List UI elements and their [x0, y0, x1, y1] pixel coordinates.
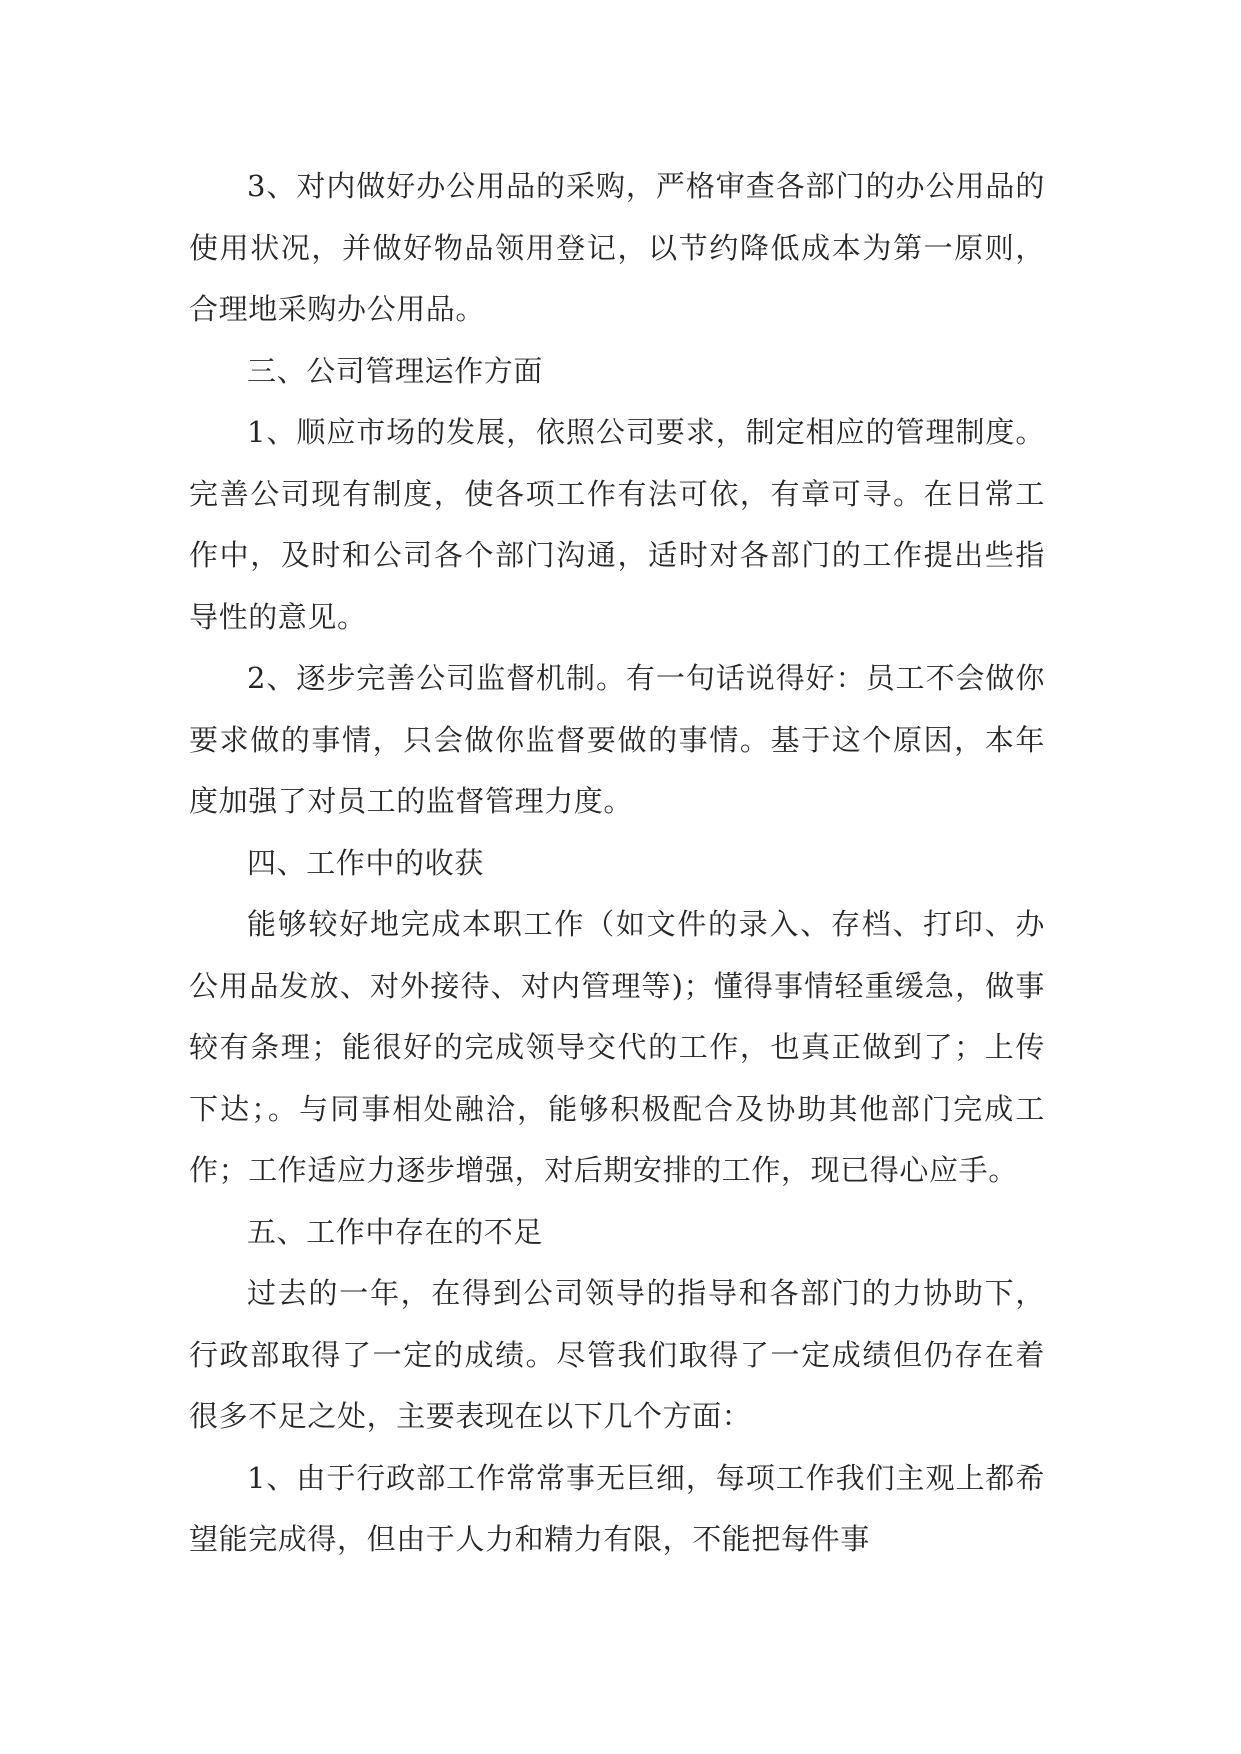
heading-section-4: 四、工作中的收获: [247, 845, 484, 880]
paragraph-supervision: 2、逐步完善公司监督机制。有一句话说得好：员工不会做你要求做的事情，只会做你监督要做的事情。基于这个原因，本年度加强了对员工的监督管理力度。: [189, 661, 1045, 818]
paragraph-shortcomings-intro: 过去的一年，在得到公司领导的指导和各部门的力协助下，行政部取得了一定的成绩。尽管我们取得了一定成绩但仍存在着很多不足之处，主要表现在以下几个方面：: [189, 1276, 1045, 1433]
heading-section-3: 三、公司管理运作方面: [247, 353, 544, 388]
paragraph-achievements: 能够较好地完成本职工作（如文件的录入、存档、打印、办公用品发放、对外接待、对内管理等)；懂得事情轻重缓急，做事较有条理；能很好的完成领导交代的工作，也真正做到了；上传下达；。与同事相处融洽，能够积极配合及协助其他部门完成工作；工作适应力逐步增强，对后期安排的工作，现已得心应手。: [189, 907, 1045, 1187]
paragraph-shortcoming-1: 1、由于行政部工作常常事无巨细，每项工作我们主观上都希望能完成得，但由于人力和精力有限，不能把每件事: [189, 1460, 1045, 1556]
document-body: [189, 156, 1045, 1571]
heading-section-5: 五、工作中存在的不足: [247, 1214, 544, 1249]
paragraph-office-supplies: 3、对内做好办公用品的采购，严格审查各部门的办公用品的使用状况，并做好物品领用登记，以节约降低成本为第一原则，合理地采购办公用品。: [189, 169, 1045, 326]
paragraph-management-system: 1、顺应市场的发展，依照公司要求，制定相应的管理制度。完善公司现有制度，使各项工作有法可依，有章可寻。在日常工作中，及时和公司各个部门沟通，适时对各部门的工作提出些指导性的意见。: [189, 415, 1045, 634]
